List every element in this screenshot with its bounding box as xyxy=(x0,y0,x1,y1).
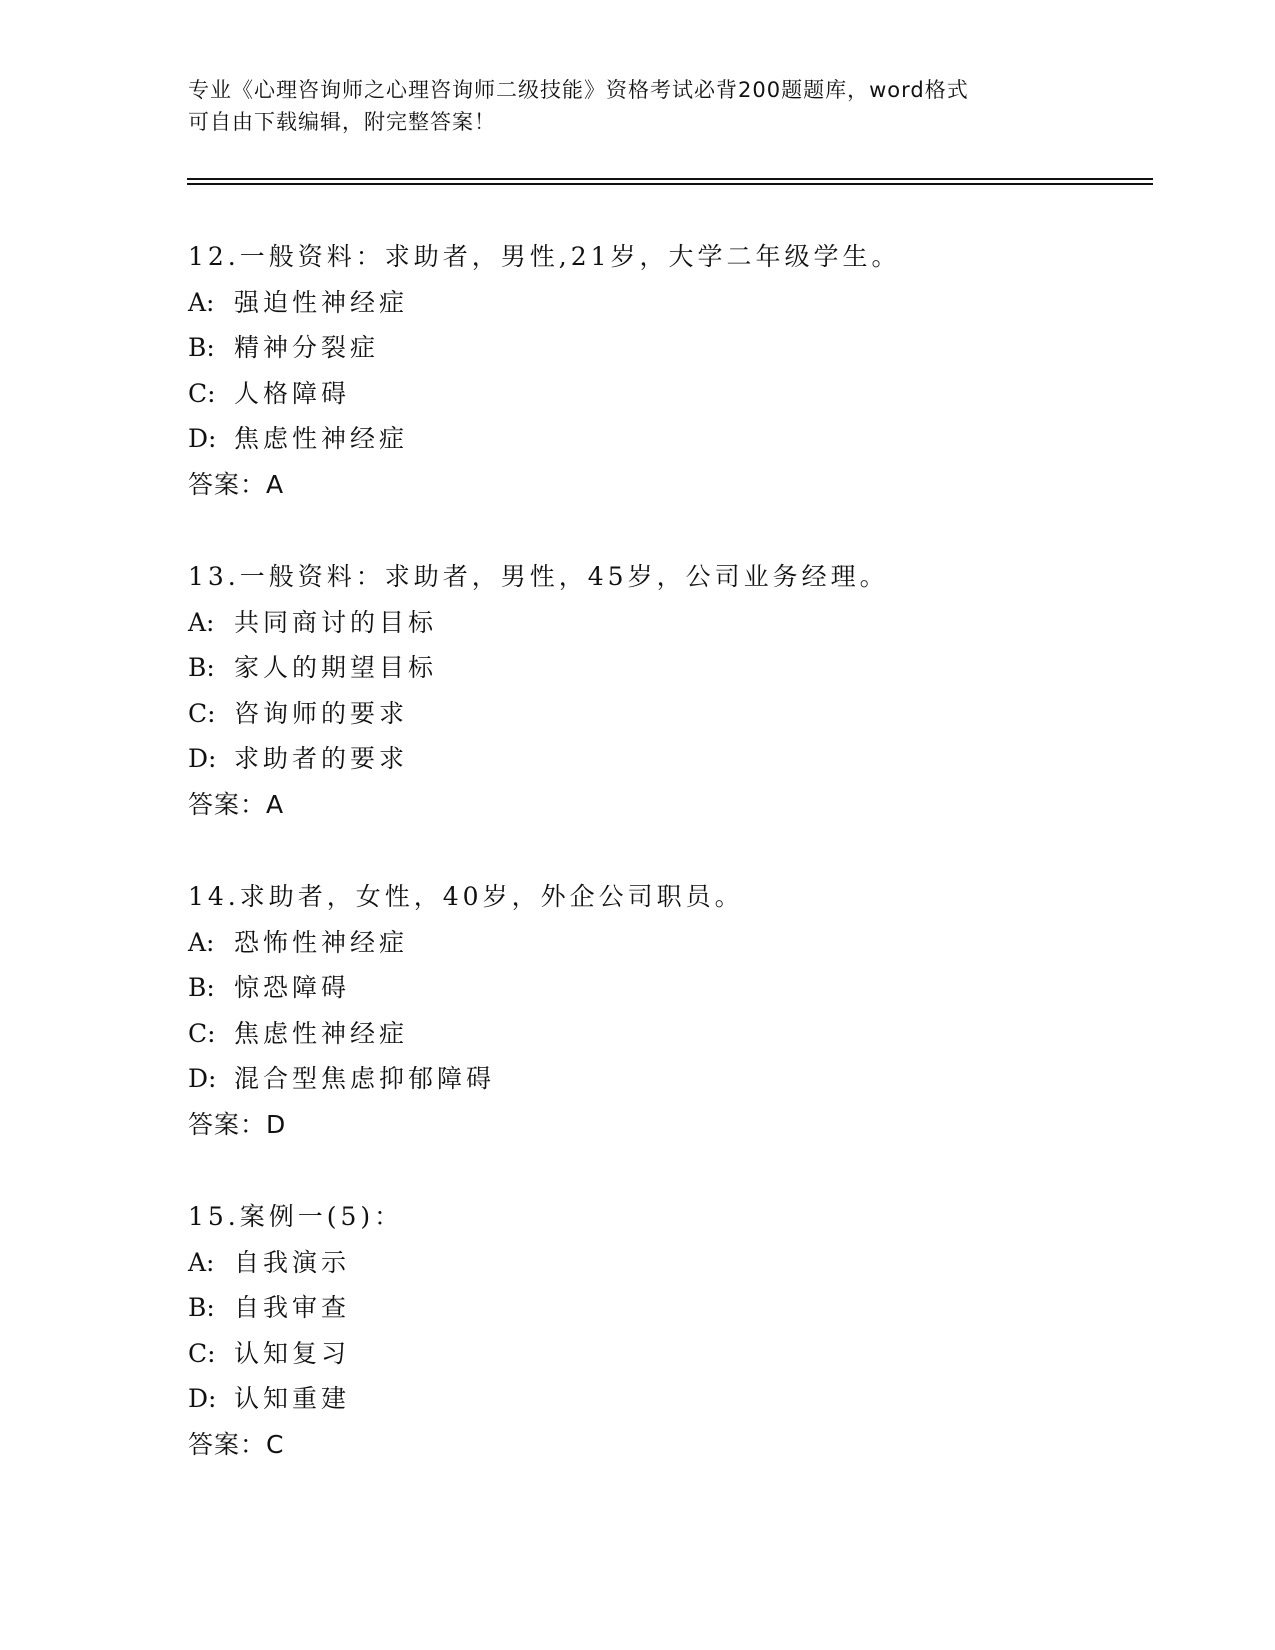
answer-line: 答案：D xyxy=(188,1109,287,1139)
header-divider-bottom xyxy=(187,183,1153,185)
option-c xyxy=(188,691,1188,737)
option-letter: B: xyxy=(188,333,215,362)
option-letter: B: xyxy=(188,1293,215,1322)
option-c xyxy=(188,371,1188,417)
option-text: 精神分裂症 xyxy=(234,333,380,362)
header-divider-top xyxy=(187,178,1153,180)
option-text: 恐怖性神经症 xyxy=(234,927,409,957)
option-text: 共同商讨的目标 xyxy=(234,607,438,637)
question-item-15 xyxy=(188,1194,1188,1514)
option-b xyxy=(188,1285,1188,1331)
option-letter: C: xyxy=(188,1018,216,1048)
option-letter: B: xyxy=(188,653,215,682)
option-text: 自我演示 xyxy=(234,1247,351,1277)
option-letter: D: xyxy=(188,1064,217,1093)
option-a xyxy=(188,1240,1188,1286)
option-text: 人格障碍 xyxy=(234,378,351,408)
option-d xyxy=(188,736,1188,782)
option-text: 认知重建 xyxy=(234,1384,351,1413)
option-a xyxy=(188,600,1188,646)
option-letter: D: xyxy=(188,424,217,453)
answer-line: 答案：C xyxy=(188,1429,285,1459)
option-text: 混合型焦虑抑郁障碍 xyxy=(234,1064,496,1093)
option-letter: A: xyxy=(188,927,215,957)
option-letter: C: xyxy=(188,1338,216,1368)
option-a xyxy=(188,280,1188,326)
question-item-14 xyxy=(188,874,1188,1194)
option-letter: C: xyxy=(188,378,216,408)
option-letter: A: xyxy=(188,1247,215,1277)
option-letter: D: xyxy=(188,1384,217,1413)
answer-line: 答案：A xyxy=(188,789,285,819)
question-stem: 13.一般资料：求助者，男性，45岁，公司业务经理。 xyxy=(188,562,889,591)
option-d xyxy=(188,416,1188,462)
option-text: 认知复习 xyxy=(234,1338,351,1368)
option-text: 焦虑性神经症 xyxy=(234,1018,409,1048)
option-text: 自我审查 xyxy=(234,1293,351,1322)
option-letter: C: xyxy=(188,698,216,728)
document-header xyxy=(188,74,1088,138)
option-text: 惊恐障碍 xyxy=(234,973,351,1002)
header-title-line-1: 专业《心理咨询师之心理咨询师二级技能》资格考试必背200题题库，word格式 xyxy=(188,78,969,102)
option-a xyxy=(188,920,1188,966)
header-title-line-2: 可自由下载编辑，附完整答案！ xyxy=(188,110,496,134)
question-stem: 15.案例一(5)： xyxy=(188,1202,404,1231)
question-stem: 14.求助者，女性，40岁，外企公司职员。 xyxy=(188,882,744,911)
option-b xyxy=(188,645,1188,691)
option-text: 咨询师的要求 xyxy=(234,698,409,728)
option-letter: A: xyxy=(188,607,215,637)
option-letter: B: xyxy=(188,973,215,1002)
answer-line: 答案：A xyxy=(188,469,285,499)
option-text: 焦虑性神经症 xyxy=(234,424,409,453)
option-letter: A: xyxy=(188,287,215,317)
option-letter: D: xyxy=(188,744,217,773)
option-d xyxy=(188,1056,1188,1102)
question-item-13 xyxy=(188,554,1188,874)
question-item-12 xyxy=(188,234,1188,554)
option-c xyxy=(188,1331,1188,1377)
option-text: 强迫性神经症 xyxy=(234,287,409,317)
option-text: 家人的期望目标 xyxy=(234,653,438,682)
option-b xyxy=(188,965,1188,1011)
option-d xyxy=(188,1376,1188,1422)
option-c xyxy=(188,1011,1188,1057)
question-stem: 12.一般资料：求助者，男性,21岁，大学二年级学生。 xyxy=(188,242,901,271)
question-list xyxy=(188,234,1188,1514)
option-text: 求助者的要求 xyxy=(234,744,409,773)
option-b xyxy=(188,325,1188,371)
